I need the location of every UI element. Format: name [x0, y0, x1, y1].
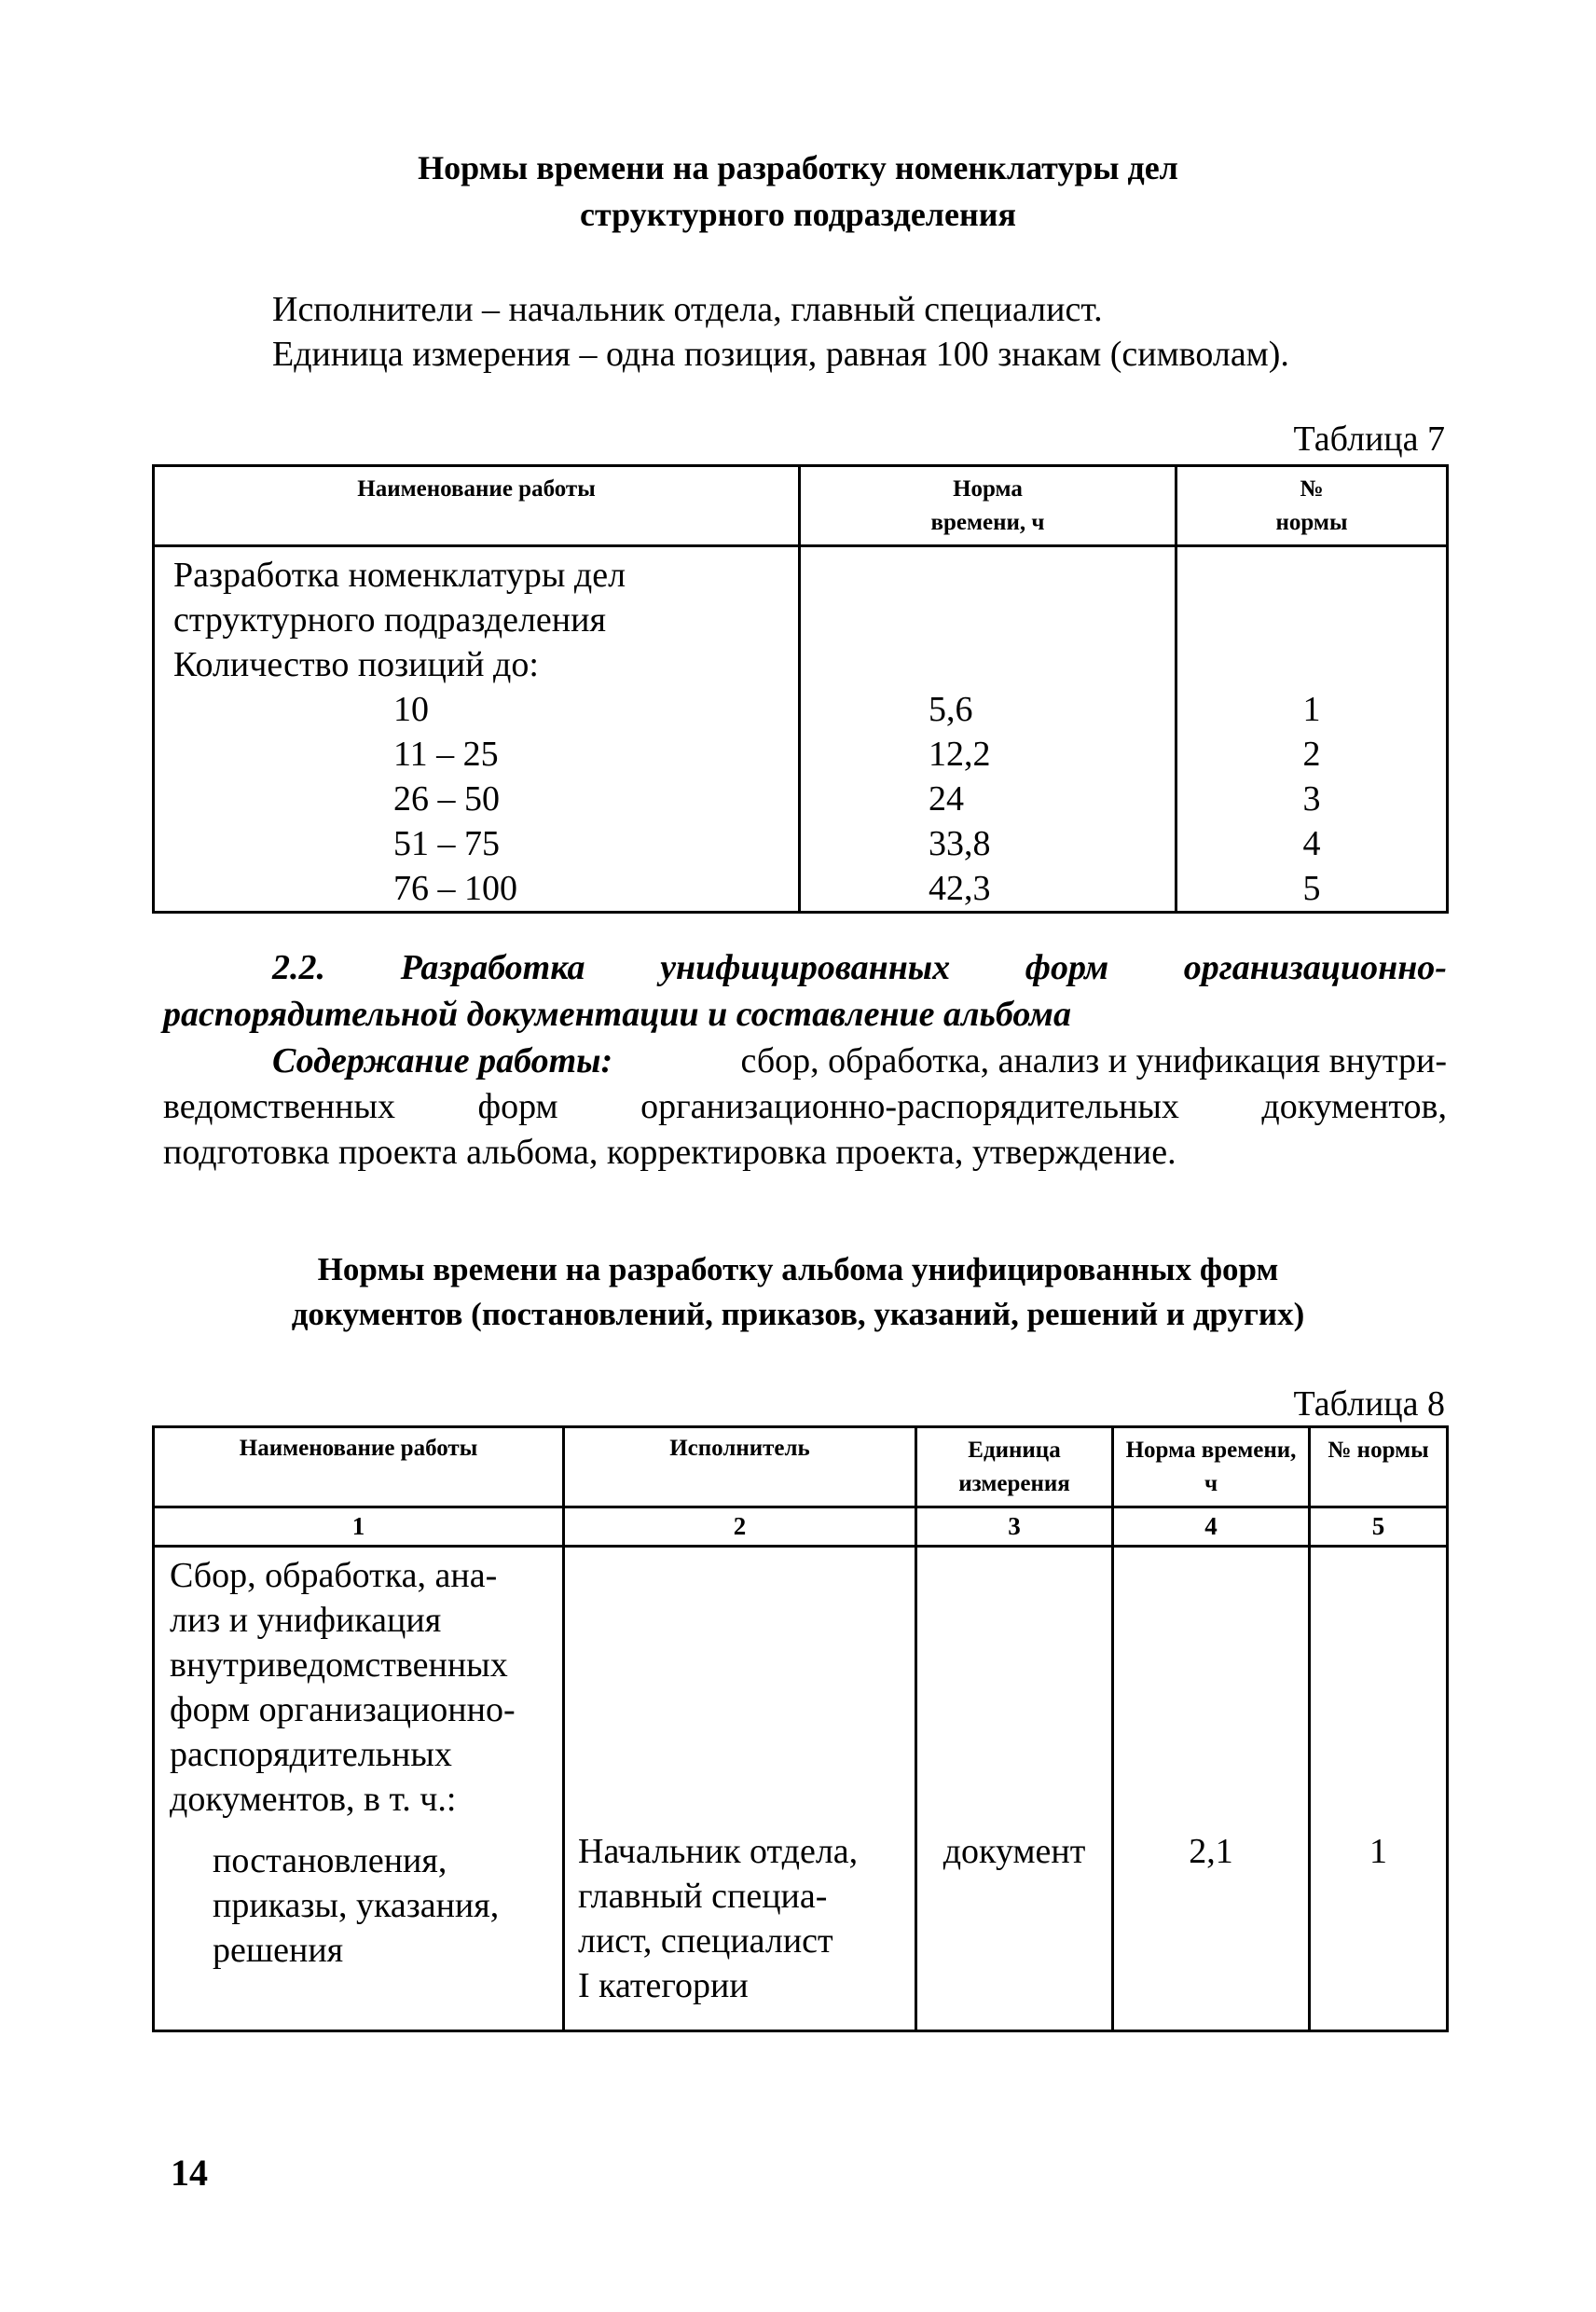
table8-header-executor: Исполнитель — [564, 1427, 916, 1507]
table8-col-number: 5 — [1310, 1507, 1448, 1547]
table7-number: 5 — [1302, 869, 1321, 908]
table8-executor-line: I категории — [578, 1966, 749, 2005]
table8-executor-cell — [564, 1547, 916, 2031]
heading-line: структурного подразделения — [580, 196, 1016, 233]
table7-work-line: Разработка номенклатуры дел — [173, 556, 626, 595]
content-line2 — [163, 1084, 1447, 1129]
content-word: ведомственных — [163, 1087, 396, 1126]
table7-work-line: Количество позиций до: — [173, 645, 539, 684]
table8-work-line: Сбор, обработка, ана- — [170, 1556, 498, 1595]
table8-col-number: 4 — [1113, 1507, 1310, 1547]
section-title-word: форм — [1025, 948, 1109, 987]
table7-work-line: структурного подразделения — [173, 600, 606, 640]
table8-col-number: 1 — [154, 1507, 564, 1547]
table8-executor-line: лист, специалист — [578, 1921, 833, 1961]
table7-range: 26 – 50 — [393, 779, 500, 819]
table7-range: 76 – 100 — [393, 869, 517, 908]
table7-header-norm: Норма времени, ч — [800, 466, 1176, 546]
section-title-line2: распорядительной документации и составление альбома — [163, 995, 1071, 1034]
table7-caption: Таблица 7 — [1293, 420, 1445, 459]
table7 — [152, 464, 1449, 914]
content-text: сбор, обработка, анализ и унификация внутри- — [740, 1041, 1447, 1080]
table8-sub-line: решения — [213, 1931, 344, 1970]
table8-header-norm: Норма времени, ч — [1113, 1427, 1310, 1507]
table8-header-unit: Единица измерения — [916, 1427, 1113, 1507]
table8-number-cell: 1 — [1310, 1547, 1448, 2031]
table7-number-cell — [1176, 546, 1448, 913]
heading-line: Нормы времени на разработку альбома унифицированных форм — [317, 1251, 1279, 1287]
table8-unit-cell: документ — [916, 1547, 1113, 2031]
table8-work-line: лиз и унификация — [170, 1601, 442, 1640]
table8-norm-cell: 2,1 — [1113, 1547, 1310, 2031]
content-word: организационно-распорядительных — [640, 1087, 1179, 1126]
table8 — [152, 1425, 1449, 2032]
table7-range: 51 – 75 — [393, 824, 500, 863]
table7-header-work: Наименование работы — [154, 466, 800, 546]
table8-work-line: внутриведомственных — [170, 1645, 508, 1685]
table8-executor-line: главный специа- — [578, 1877, 828, 1916]
table8-caption: Таблица 8 — [1293, 1384, 1445, 1424]
section-title-word: Разработка — [400, 948, 585, 987]
content-line1 — [272, 1039, 1447, 1083]
table8-work-line: документов, в т. ч.: — [170, 1780, 457, 1819]
executors-line: Исполнители – начальник отдела, главный специалист. — [272, 290, 1103, 329]
heading-line: Нормы времени на разработку номенклатуры дел — [418, 149, 1178, 186]
table7-header-number: № нормы — [1176, 466, 1448, 546]
heading-line: документов (постановлений, приказов, указаний, решений и других) — [291, 1296, 1305, 1332]
table7-norm: 33,8 — [929, 824, 991, 863]
content-label: Содержание работы: — [272, 1041, 613, 1080]
table8-sub-line: приказы, указания, — [213, 1886, 500, 1925]
table7-norm: 12,2 — [929, 735, 991, 774]
content-word: форм — [477, 1087, 558, 1126]
table8-work-line: распорядительных — [170, 1735, 452, 1774]
table8-col-number: 2 — [564, 1507, 916, 1547]
section-title-word: организационно- — [1183, 948, 1447, 987]
table7-number: 1 — [1302, 690, 1321, 729]
heading-norms-album — [0, 1247, 1596, 1337]
table8-work-line: форм организационно- — [170, 1690, 516, 1729]
table7-norm: 5,6 — [929, 690, 973, 729]
section-title-word: унифицированных — [660, 948, 951, 987]
table8-sub-line: постановления, — [213, 1841, 447, 1880]
table7-work-cell — [154, 546, 800, 913]
content-line3: подготовка проекта альбома, корректировка проекта, утверждение. — [163, 1133, 1176, 1172]
table7-number: 2 — [1302, 735, 1321, 774]
table8-header-work: Наименование работы — [154, 1427, 564, 1507]
table7-norm-cell — [800, 546, 1176, 913]
unit-line: Единица измерения – одна позиция, равная 100 знакам (символам). — [272, 335, 1289, 374]
table7-norm: 24 — [929, 779, 964, 819]
table7-range: 11 – 25 — [393, 735, 499, 774]
table8-executor-line: Начальник отдела, — [578, 1832, 859, 1871]
heading-norms-nomenclature — [0, 144, 1596, 238]
table7-range: 10 — [393, 690, 429, 729]
table8-col-number: 3 — [916, 1507, 1113, 1547]
section-title-line1 — [272, 945, 1447, 990]
table7-norm: 42,3 — [929, 869, 991, 908]
content-word: документов, — [1261, 1087, 1447, 1126]
page-number: 14 — [171, 2152, 208, 2194]
section-number: 2.2. — [272, 948, 325, 987]
table8-header-number: № нормы — [1310, 1427, 1448, 1507]
table8-work-cell — [154, 1547, 564, 2031]
table7-number: 4 — [1302, 824, 1321, 863]
table7-number: 3 — [1302, 779, 1321, 819]
